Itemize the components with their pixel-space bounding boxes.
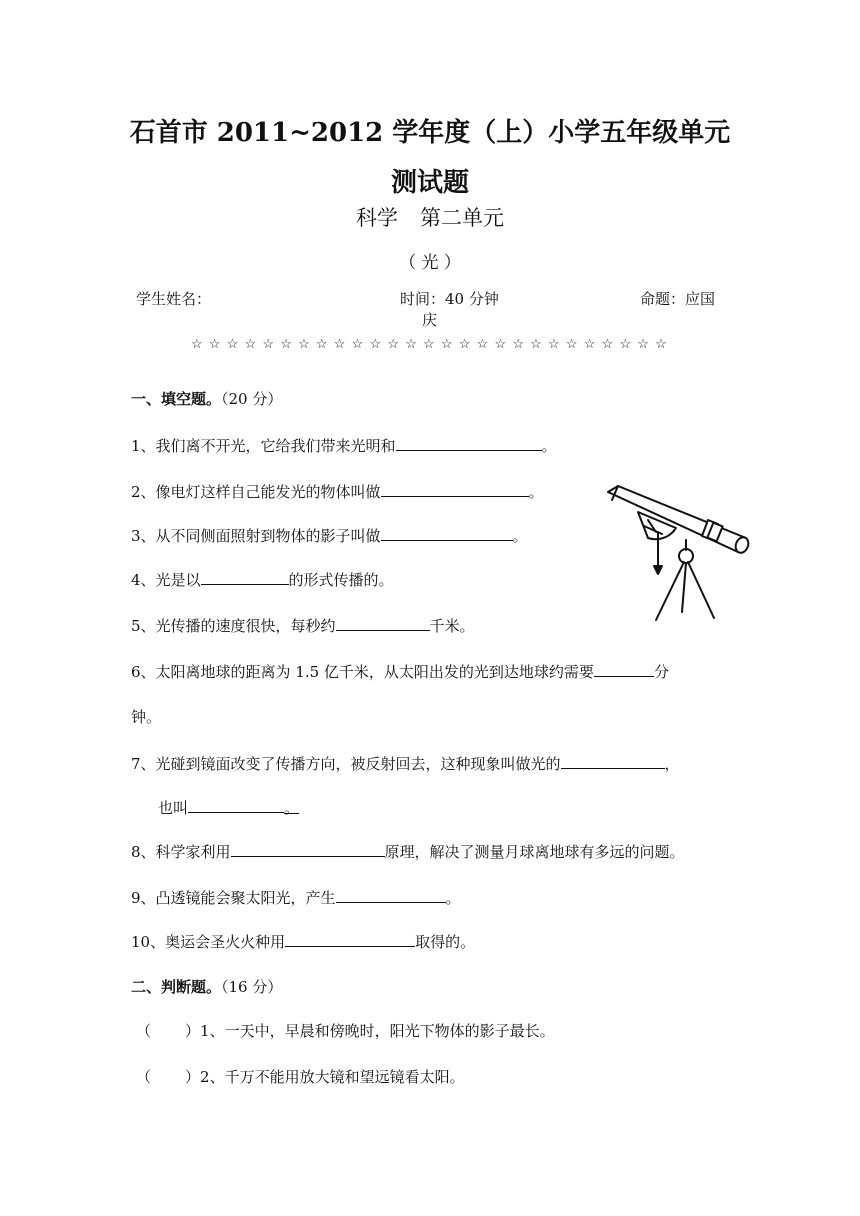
question-3 bbox=[131, 524, 528, 546]
question-1 bbox=[131, 434, 557, 456]
student-name-label: 学生姓名： bbox=[136, 290, 212, 308]
answer-blank[interactable] bbox=[381, 480, 529, 497]
question-6-cont: 钟。 bbox=[131, 708, 162, 726]
judge-item-1 bbox=[136, 1020, 555, 1041]
answer-blank[interactable] bbox=[201, 568, 289, 585]
question-text: 。 bbox=[284, 799, 300, 817]
judge-item-2 bbox=[136, 1066, 465, 1087]
answer-blank[interactable] bbox=[285, 930, 415, 947]
question-6 bbox=[131, 660, 669, 682]
answer-blank[interactable] bbox=[381, 524, 513, 541]
question-text: 。 bbox=[528, 483, 544, 501]
question-text: 5、光传播的速度很快，每秒约 bbox=[131, 617, 336, 635]
answer-blank[interactable] bbox=[231, 840, 385, 857]
question-text: 8、科学家利用 bbox=[131, 843, 231, 861]
question-text: 6、太阳离地球的距离为 1.5 亿千米，从太阳出发的光到达地球约需要 bbox=[131, 663, 594, 681]
section2-heading bbox=[131, 976, 282, 997]
question-text: 的形式传播的。 bbox=[288, 571, 394, 589]
paren-open: （ bbox=[136, 1068, 152, 1086]
section1-title: 一、填空题。 bbox=[131, 390, 222, 408]
question-5 bbox=[131, 614, 475, 636]
section2-title: 二、判断题。 bbox=[131, 978, 222, 996]
topic: （ 光 ） bbox=[399, 253, 461, 273]
answer-blank[interactable] bbox=[594, 660, 654, 677]
question-10 bbox=[131, 930, 475, 952]
time-label: 时间：40 分钟 bbox=[400, 290, 499, 308]
question-text: 4、光是以 bbox=[131, 571, 201, 589]
section2-score: （16 分） bbox=[221, 978, 283, 996]
star-divider: ☆☆☆☆☆☆☆☆☆☆☆☆☆☆☆☆☆☆☆☆☆☆☆☆☆☆☆ bbox=[190, 337, 674, 352]
question-text: ， bbox=[664, 755, 680, 773]
paren-close: ） bbox=[185, 1068, 201, 1086]
question-text: 原理，解决了测量月球离地球有多远的问题。 bbox=[384, 843, 685, 861]
question-text: 1、我们离不开光，它给我们带来光明和 bbox=[131, 437, 396, 455]
question-text: 10、奥运会圣火火种用 bbox=[131, 933, 286, 951]
question-text: 。 bbox=[445, 889, 461, 907]
question-2 bbox=[131, 480, 544, 502]
question-text: 也叫 bbox=[158, 799, 189, 817]
subject-line bbox=[0, 202, 860, 232]
question-7-cont bbox=[158, 796, 299, 818]
question-7 bbox=[131, 752, 680, 774]
answer-blank[interactable] bbox=[336, 886, 446, 903]
question-text: 千米。 bbox=[429, 617, 475, 635]
telescope-icon bbox=[598, 480, 754, 626]
question-8 bbox=[131, 840, 685, 862]
item-text: 2、千万不能用放大镜和望远镜看太阳。 bbox=[200, 1068, 465, 1086]
answer-blank[interactable] bbox=[396, 434, 542, 451]
page-title: 石首市 2011~2012 学年度（上）小学五年级单元测试题 bbox=[129, 118, 731, 198]
section1-score: （20 分） bbox=[221, 390, 283, 408]
question-text: 。 bbox=[512, 527, 528, 545]
answer-blank[interactable] bbox=[188, 796, 284, 813]
question-text: 2、像电灯这样自己能发光的物体叫做 bbox=[131, 483, 381, 501]
unit: 第二单元 bbox=[420, 206, 504, 230]
question-4 bbox=[131, 568, 394, 590]
author-label: 命题：应国 bbox=[640, 290, 716, 308]
item-text: 1、一天中，早晨和傍晚时，阳光下物体的影子最长。 bbox=[200, 1022, 555, 1040]
question-text: 7、光碰到镜面改变了传播方向，被反射回去，这种现象叫做光的 bbox=[131, 755, 561, 773]
author-label-cont: 庆 bbox=[422, 311, 438, 329]
section1-heading bbox=[131, 388, 282, 409]
question-text: 分 bbox=[653, 663, 669, 681]
paren-close: ） bbox=[185, 1022, 201, 1040]
answer-blank[interactable] bbox=[561, 752, 665, 769]
question-text: 3、从不同侧面照射到物体的影子叫做 bbox=[131, 527, 381, 545]
paren-open: （ bbox=[136, 1022, 152, 1040]
subject: 科学 bbox=[356, 206, 398, 230]
question-text: 取得的。 bbox=[415, 933, 476, 951]
question-text: 9、凸透镜能会聚太阳光，产生 bbox=[131, 889, 336, 907]
answer-blank[interactable] bbox=[336, 614, 430, 631]
question-text: 。 bbox=[541, 437, 557, 455]
question-9 bbox=[131, 886, 461, 908]
